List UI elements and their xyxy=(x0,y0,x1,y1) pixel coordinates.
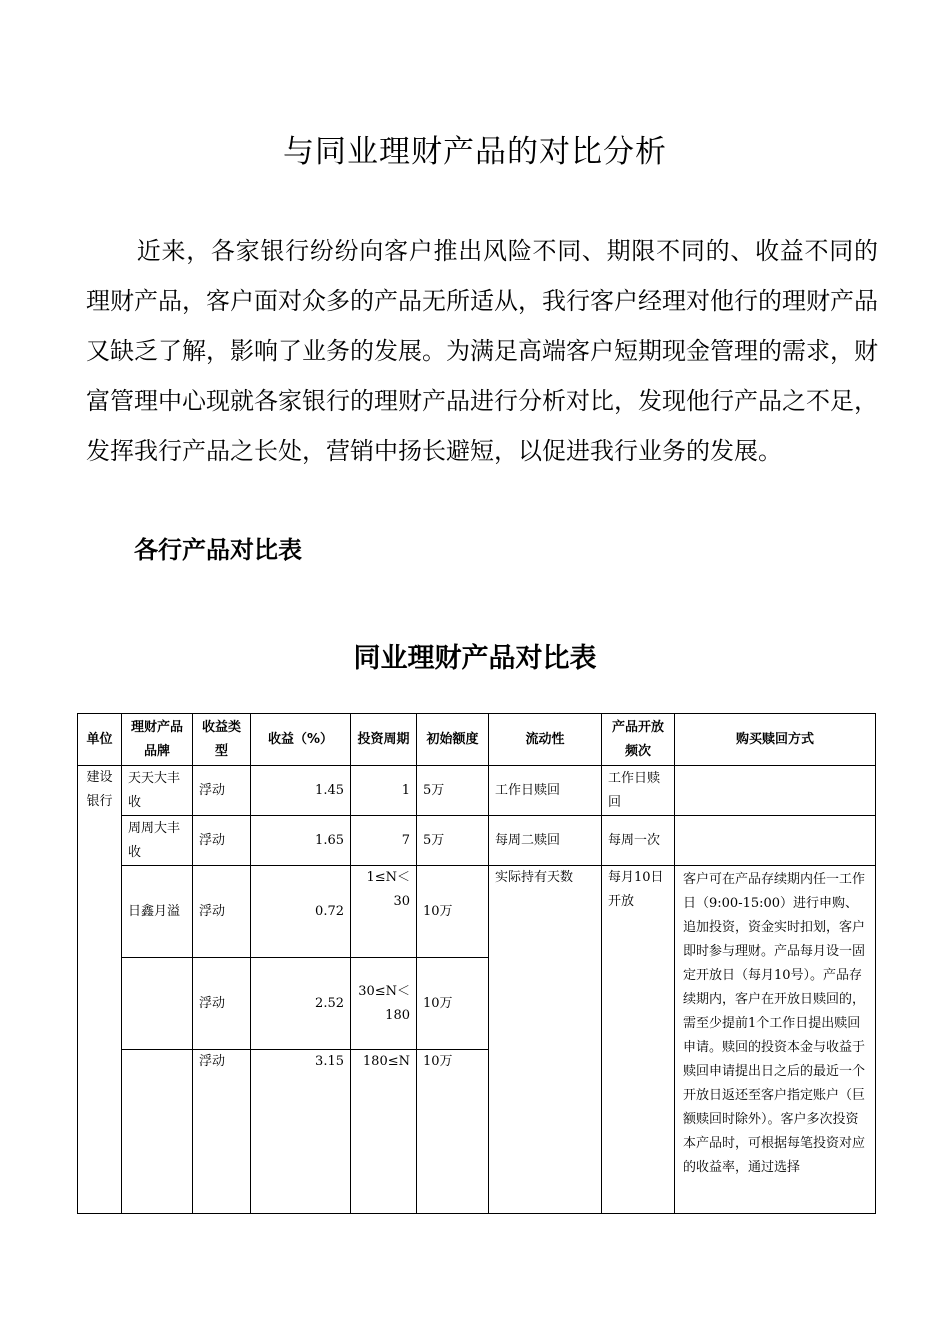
cell-type: 浮动 xyxy=(193,866,251,958)
header-frequency: 产品开放频次 xyxy=(602,714,675,766)
header-amount: 初始额度 xyxy=(417,714,489,766)
cell-method xyxy=(675,766,876,816)
table-title: 同业理财产品对比表 xyxy=(353,643,597,674)
table-row xyxy=(78,866,876,958)
cell-liquidity: 每周二赎回 xyxy=(489,816,602,866)
table-row xyxy=(78,766,876,816)
cell-yield: 1.45 xyxy=(251,766,351,816)
cell-brand xyxy=(122,958,193,1050)
cell-brand: 天天大丰收 xyxy=(122,766,193,816)
cell-period: 1 xyxy=(351,766,417,816)
cell-liquidity: 实际持有天数 xyxy=(489,866,602,1214)
cell-amount: 10万 xyxy=(417,958,489,1050)
cell-type: 浮动 xyxy=(193,958,251,1050)
header-liquidity: 流动性 xyxy=(489,714,602,766)
header-period: 投资周期 xyxy=(351,714,417,766)
header-type: 收益类型 xyxy=(193,714,251,766)
cell-type: 浮动 xyxy=(193,1050,251,1214)
cell-amount: 5万 xyxy=(417,766,489,816)
cell-frequency: 工作日赎回 xyxy=(602,766,675,816)
page-title: 与同业理财产品的对比分析 xyxy=(283,134,667,170)
cell-brand xyxy=(122,1050,193,1214)
cell-brand: 日鑫月溢 xyxy=(122,866,193,958)
cell-liquidity: 工作日赎回 xyxy=(489,766,602,816)
table-header-row xyxy=(78,714,876,766)
cell-frequency: 每周一次 xyxy=(602,816,675,866)
section-heading: 各行产品对比表 xyxy=(134,536,302,564)
cell-type: 浮动 xyxy=(193,816,251,866)
intro-paragraph xyxy=(86,226,878,476)
intro-text: 近来，各家银行纷纷向客户推出风险不同、期限不同的、收益不同的理财产品，客户面对众多的产品无所适从，我行客户经理对他行的理财产品又缺乏了解，影响了业务的发展。为满足高端客户短期现金管理的需求，财富管理中心现就各家银行的理财产品进行分析对比，发现他行产品之不足，发挥我行产品之长处，营销中扬长避短，以促进我行业务的发展。 xyxy=(86,237,878,465)
cell-period: 1≤N＜30 xyxy=(351,866,417,958)
cell-yield: 1.65 xyxy=(251,816,351,866)
header-method: 购买赎回方式 xyxy=(675,714,876,766)
cell-period: 30≤N＜180 xyxy=(351,958,417,1050)
cell-yield: 3.15 xyxy=(251,1050,351,1214)
header-unit: 单位 xyxy=(78,714,122,766)
cell-amount: 10万 xyxy=(417,1050,489,1214)
cell-period: 7 xyxy=(351,816,417,866)
bank-cell: 建设银行 xyxy=(78,766,122,1214)
cell-method xyxy=(675,816,876,866)
cell-yield: 2.52 xyxy=(251,958,351,1050)
cell-yield: 0.72 xyxy=(251,866,351,958)
header-yield: 收益（%） xyxy=(251,714,351,766)
table-row xyxy=(78,816,876,866)
cell-frequency: 每月10日开放 xyxy=(602,866,675,1214)
cell-period: 180≤N xyxy=(351,1050,417,1214)
cell-method: 客户可在产品存续期内任一工作日（9:00-15:00）进行申购、追加投资，资金实时扣划，客户即时参与理财。产品每月设一固定开放日（每月10号）。产品存续期内，客户在开放日赎回的，需至少提前1个工作日提出赎回申请。赎回的投资本金与收益于赎回申请提出日之后的最近一个开放日返还至客户指定账户（巨额赎回时除外）。客户多次投资本产品时，可根据每笔投资对应的收益率，通过选择 xyxy=(675,866,876,1214)
comparison-table xyxy=(77,713,876,1214)
cell-type: 浮动 xyxy=(193,766,251,816)
header-brand: 理财产品品牌 xyxy=(122,714,193,766)
cell-amount: 10万 xyxy=(417,866,489,958)
cell-amount: 5万 xyxy=(417,816,489,866)
cell-brand: 周周大丰收 xyxy=(122,816,193,866)
